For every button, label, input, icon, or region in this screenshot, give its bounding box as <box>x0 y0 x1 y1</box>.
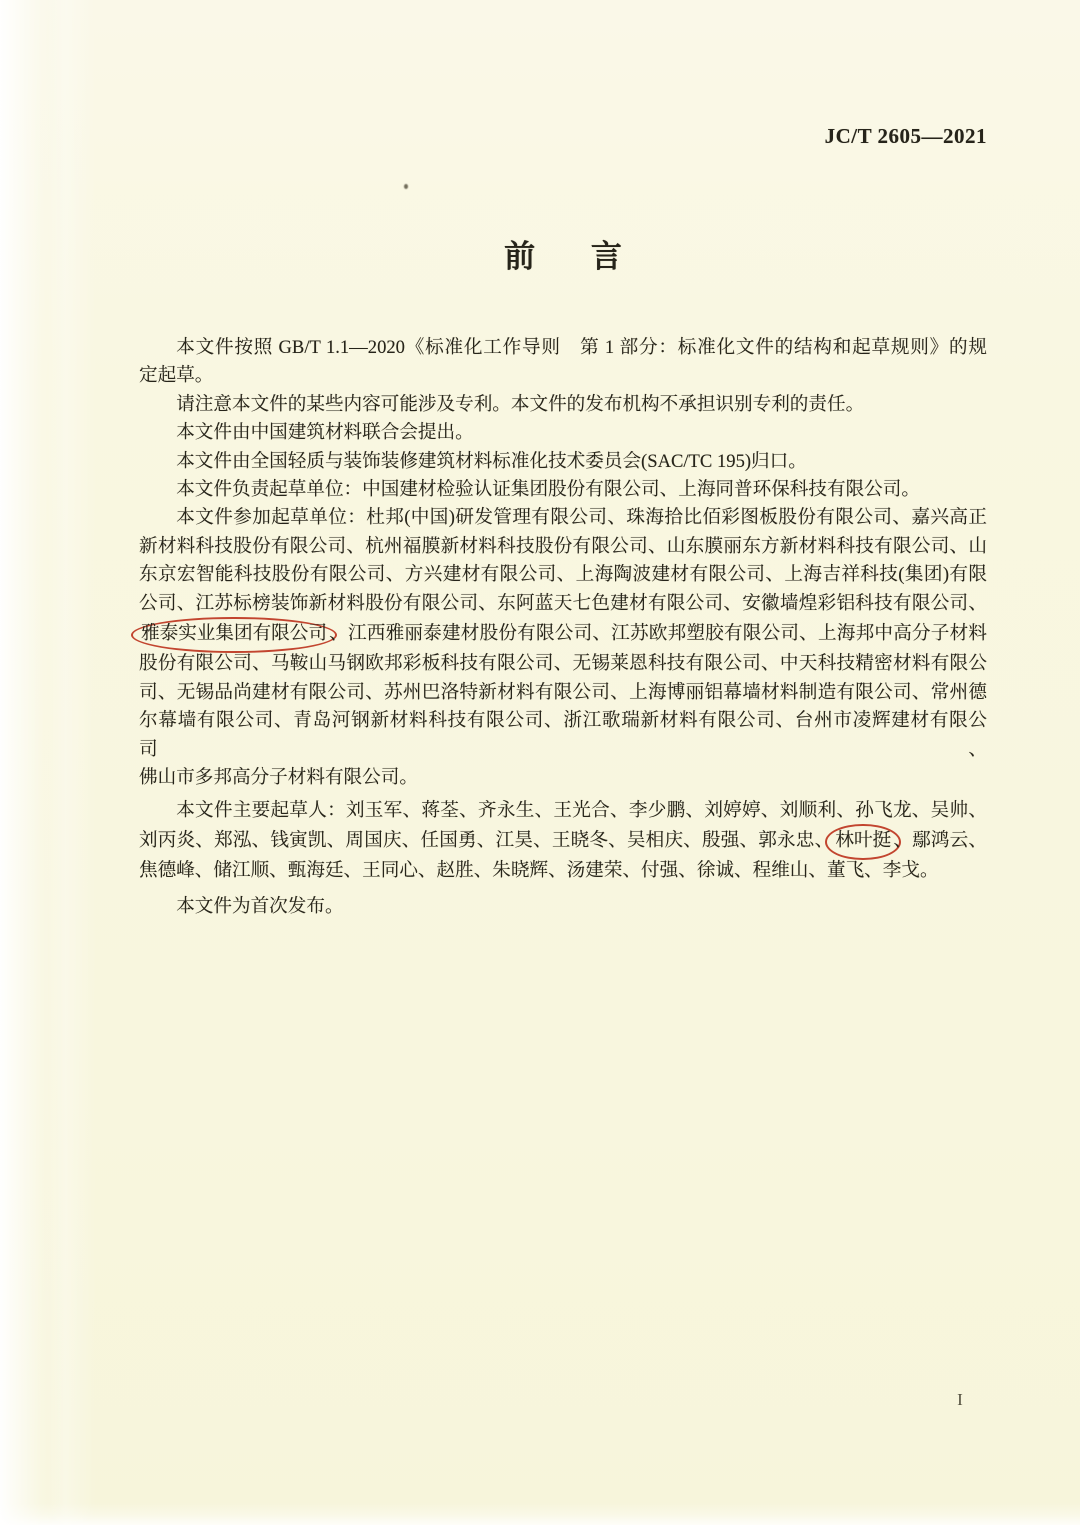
body-text-segment: 定起草。 <box>139 365 214 387</box>
body-text-segment: 司、无锡品尚建材有限公司、苏州巴洛特新材料有限公司、上海博丽铝幕墙材料制造有限公司、常州德 <box>139 681 987 703</box>
body-line <box>139 650 987 678</box>
body-text-segment: 本文件按照 GB/T 1.1—2020《标准化工作导则 第 1 部分：标准化文件的结构和起草规则》的规 <box>176 337 987 358</box>
page-title-text: 前言 <box>504 239 678 274</box>
body-text-segment: 、鄢鸿云、 <box>893 829 987 851</box>
body-text-segment: 请注意本文件的某些内容可能涉及专利。本文件的发布机构不承担识别专利的责任。 <box>176 393 865 415</box>
page-title <box>139 231 987 276</box>
body-line <box>139 797 987 825</box>
body-text-segment: 新材料科技股份有限公司、杭州福膜新材料科技股份有限公司、山东膜丽东方新材料科技有限公司、山 <box>139 535 987 557</box>
body-line <box>139 825 987 857</box>
scan-speck <box>404 184 408 189</box>
body-text-segment: 、江西雅丽泰建材股份有限公司、江苏欧邦塑胶有限公司、上海邦中高分子材料 <box>328 623 987 645</box>
body-text-segment: 东京宏智能科技股份有限公司、方兴建材有限公司、上海陶波建材有限公司、上海吉祥科技(集团)有限 <box>139 564 987 586</box>
body-line <box>139 764 987 792</box>
body-line <box>139 679 987 707</box>
body-text-segment: 本文件为首次发布。 <box>176 895 344 917</box>
body-line <box>139 590 987 618</box>
body-text-segment: 本文件由全国轻质与装饰装修建筑材料标准化技术委员会(SAC/TC 195)归口。 <box>176 450 807 472</box>
body-text-segment: 本文件参加起草单位：杜邦(中国)研发管理有限公司、珠海拾比佰彩图板股份有限公司、嘉兴高正 <box>176 507 987 529</box>
body-text-segment: 公司、江苏标榜装饰新材料股份有限公司、东阿蓝天七色建材有限公司、安徽墙煌彩铝科技有限公司、 <box>139 592 987 614</box>
body-text-segment: 佛山市多邦高分子材料有限公司。 <box>139 767 418 789</box>
body-line <box>139 533 987 561</box>
body-line <box>139 419 987 447</box>
body-line <box>139 561 987 589</box>
body-line <box>139 857 987 885</box>
body-text-segment: 尔幕墙有限公司、青岛河钢新材料科技有限公司、浙江歌瑞新材料有限公司、台州市凌辉建材有限公司、 <box>139 710 987 760</box>
body-text-segment: 本文件负责起草单位：中国建材检验认证集团股份有限公司、上海同普环保科技有限公司。 <box>176 479 920 501</box>
body-line <box>139 618 987 650</box>
body-line <box>139 448 987 476</box>
body-text-segment: 本文件由中国建筑材料联合会提出。 <box>176 422 474 444</box>
body-text-segment: 股份有限公司、马鞍山马钢欧邦彩板科技有限公司、无锡莱恩科技有限公司、中天科技精密材料有限公 <box>139 653 987 675</box>
red-circle-annotation: 林叶挺 <box>825 824 901 860</box>
body-line <box>139 893 987 921</box>
body-line <box>139 504 987 532</box>
standard-code: JC/T 2605—2021 <box>824 124 987 148</box>
body-line <box>139 476 987 504</box>
body-text-segment: 焦德峰、储江顺、甄海廷、王同心、赵胜、朱晓辉、汤建荣、付强、徐诚、程维山、董飞、李戈。 <box>139 860 939 882</box>
body-line <box>139 391 987 419</box>
body-text-segment: 本文件主要起草人：刘玉军、蒋荃、齐永生、王光合、李少鹏、刘婷婷、刘顺利、孙飞龙、吴帅、 <box>176 799 987 821</box>
foreword-body <box>139 334 987 921</box>
red-circle-annotation: 雅泰实业集团有限公司 <box>131 617 337 653</box>
page-number: I <box>957 1390 963 1409</box>
body-line <box>139 334 987 362</box>
body-text-segment: 刘丙炎、郑泓、钱寅凯、周国庆、任国勇、江昊、王晓冬、吴相庆、殷强、郭永忠、 <box>139 829 834 851</box>
body-line <box>139 707 987 764</box>
body-line <box>139 362 987 390</box>
